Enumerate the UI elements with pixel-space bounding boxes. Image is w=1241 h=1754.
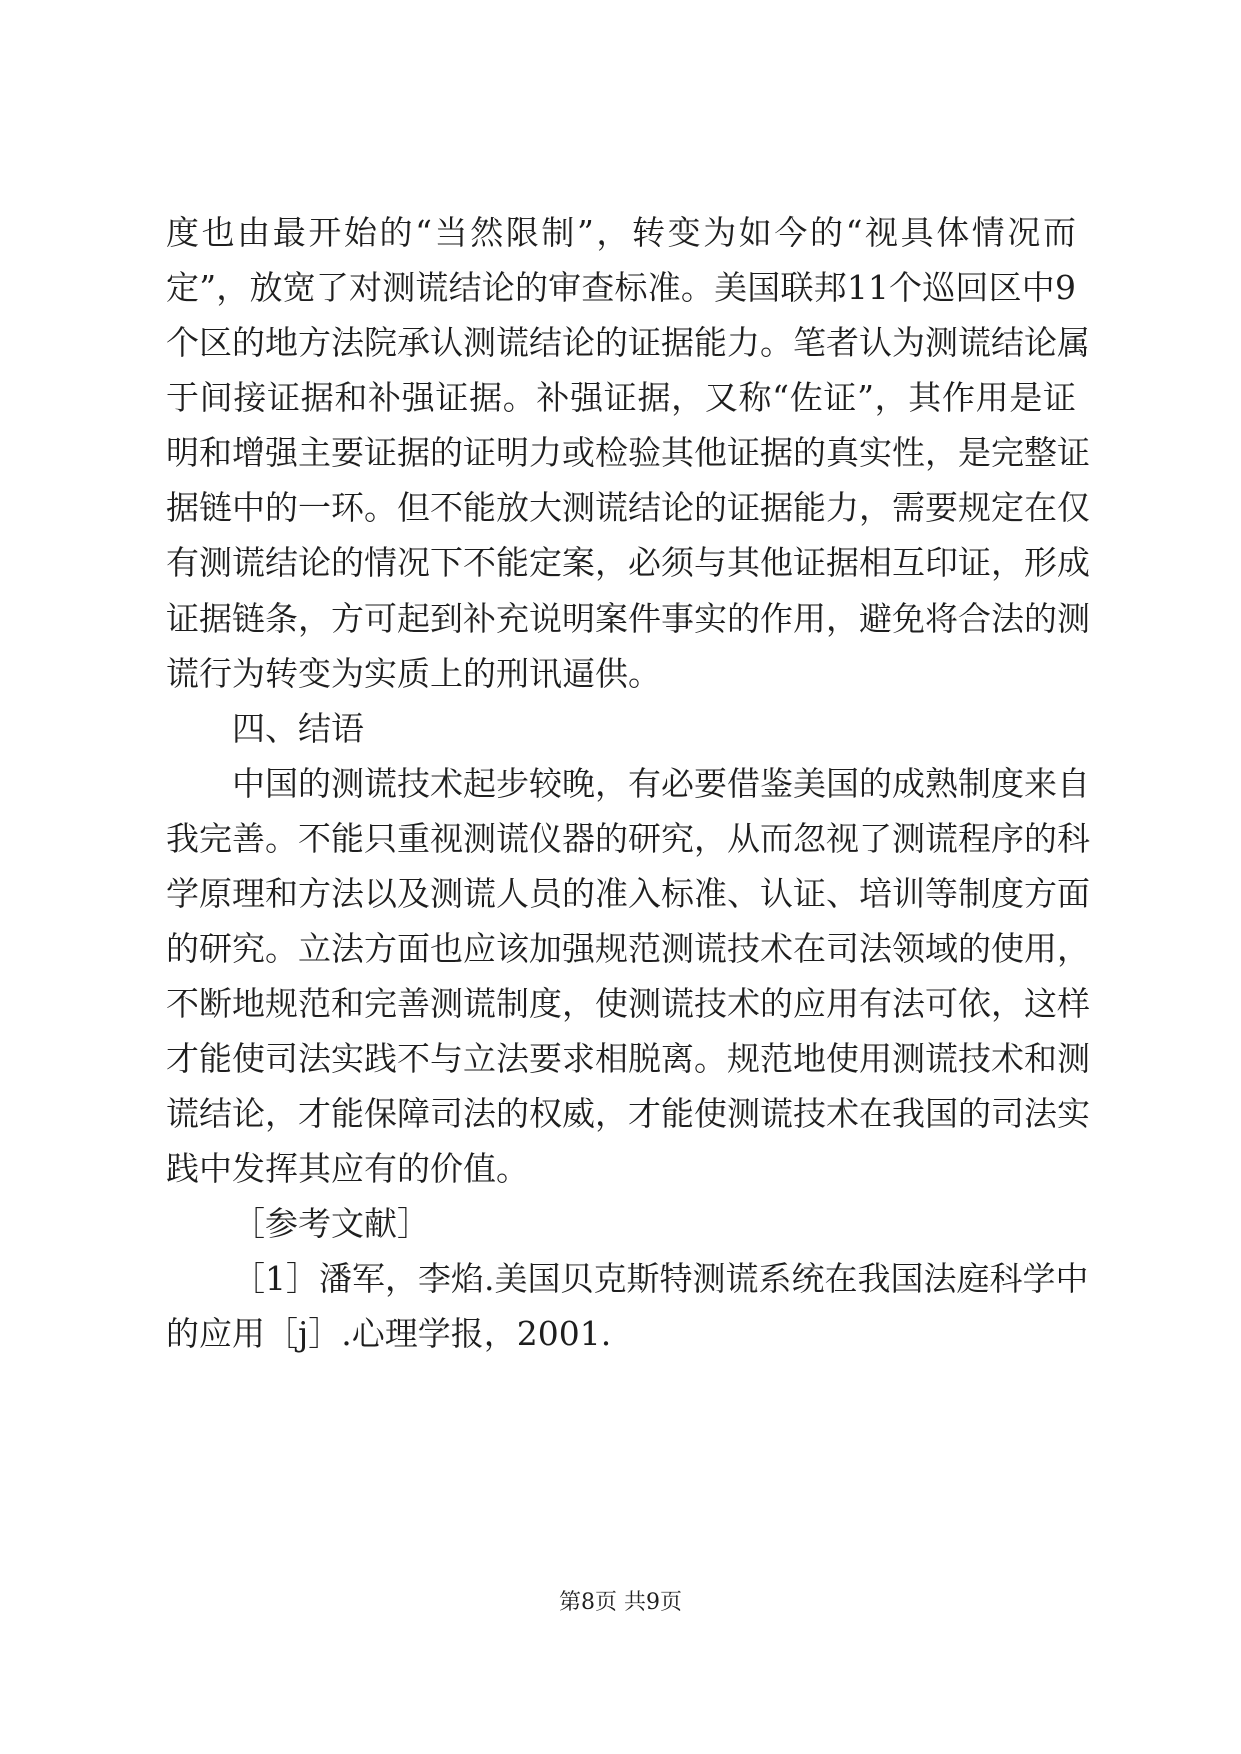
body-line: 个区的地方法院承认测谎结论的证据能力。笔者认为测谎结论属 <box>166 323 1090 362</box>
body-line: 明和增强主要证据的证明力或检验其他证据的真实性，是完整证 <box>166 433 1090 472</box>
body-line: 谎结论，才能保障司法的权威，才能使测谎技术在我国的司法实 <box>166 1094 1090 1133</box>
body-line: 才能使司法实践不与立法要求相脱离。规范地使用测谎技术和测 <box>166 1039 1090 1078</box>
reference-item: ［1］潘军，李焰.美国贝克斯特测谎系统在我国法庭科学中 <box>232 1259 1089 1298</box>
reference-item: 的应用［j］.心理学报，2001. <box>166 1314 612 1353</box>
page-footer: 第8页 共9页 <box>559 1590 682 1615</box>
body-line: 中国的测谎技术起步较晚，有必要借鉴美国的成熟制度来自 <box>232 764 1090 803</box>
body-line: 践中发挥其应有的价值。 <box>166 1149 529 1188</box>
body-line: 有测谎结论的情况下不能定案，必须与其他证据相互印证，形成 <box>166 543 1090 582</box>
body-line: 的研究。立法方面也应该加强规范测谎技术在司法领域的使用， <box>166 929 1090 968</box>
body-line: 我完善。不能只重视测谎仪器的研究，从而忽视了测谎程序的科 <box>166 819 1090 858</box>
references-heading: ［参考文献］ <box>232 1204 430 1243</box>
section-heading: 四、结语 <box>232 709 364 748</box>
body-line: 证据链条，方可起到补充说明案件事实的作用，避免将合法的测 <box>166 599 1090 638</box>
body-line: 于间接证据和补强证据。补强证据，又称“佐证”，其作用是证 <box>166 378 1076 417</box>
body-line: 谎行为转变为实质上的刑讯逼供。 <box>166 654 661 693</box>
body-line: 不断地规范和完善测谎制度，使测谎技术的应用有法可依，这样 <box>166 984 1090 1023</box>
body-line: 度也由最开始的“当然限制”，转变为如今的“视具体情况而 <box>166 213 1076 252</box>
body-line: 据链中的一环。但不能放大测谎结论的证据能力，需要规定在仅 <box>166 488 1090 527</box>
body-line: 学原理和方法以及测谎人员的准入标准、认证、培训等制度方面 <box>166 874 1090 913</box>
body-line: 定”，放宽了对测谎结论的审查标准。美国联邦11个巡回区中9 <box>166 268 1076 307</box>
